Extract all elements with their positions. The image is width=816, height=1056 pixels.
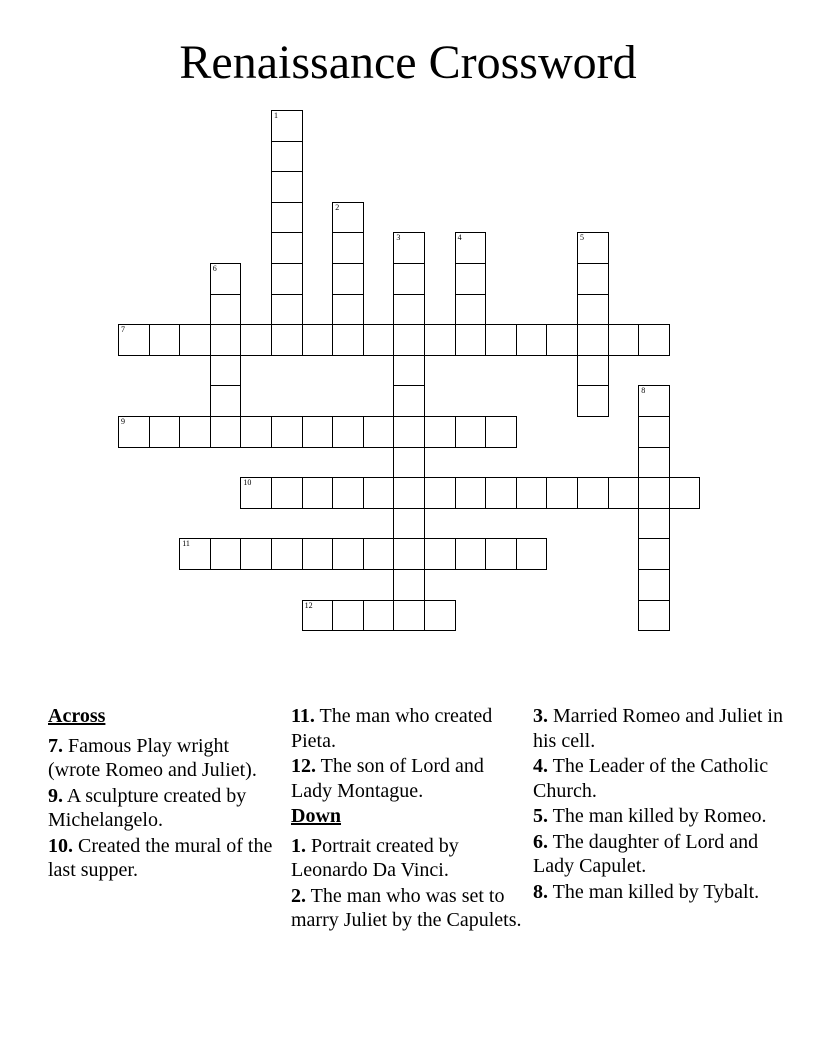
grid-cell[interactable] — [393, 385, 425, 417]
grid-cell[interactable] — [669, 477, 701, 509]
grid-cell[interactable] — [332, 477, 364, 509]
clue-across-9: 9. A sculpture created by Michelangelo. — [48, 784, 247, 831]
grid-cell[interactable] — [393, 416, 425, 448]
grid-cell[interactable] — [393, 324, 425, 356]
grid-cell[interactable] — [393, 447, 425, 479]
clue-down-3: 3. Married Romeo and Juliet in his cell. — [533, 705, 783, 752]
grid-cell[interactable] — [332, 232, 364, 264]
grid-cell[interactable] — [210, 263, 242, 295]
grid-cell[interactable] — [240, 538, 272, 570]
grid-cell[interactable] — [179, 416, 211, 448]
grid-number: 7 — [121, 325, 125, 335]
grid-cell[interactable] — [363, 538, 395, 570]
grid-cell[interactable] — [149, 324, 181, 356]
grid-cell[interactable] — [210, 416, 242, 448]
grid-cell[interactable] — [577, 385, 609, 417]
grid-cell[interactable] — [393, 232, 425, 264]
clue-across-12: 12. The son of Lord and Lady Montague. — [291, 755, 484, 802]
grid-cell[interactable] — [363, 416, 395, 448]
grid-cell[interactable] — [577, 232, 609, 264]
grid-cell[interactable] — [424, 416, 456, 448]
grid-number: 2 — [335, 202, 340, 212]
grid-cell[interactable] — [577, 355, 609, 387]
grid-cell[interactable] — [638, 477, 670, 509]
grid-cell[interactable] — [577, 477, 609, 509]
grid-cell[interactable] — [271, 416, 303, 448]
grid-number: 3 — [396, 233, 401, 243]
grid-cell[interactable] — [363, 477, 395, 509]
grid-cell[interactable] — [332, 294, 364, 326]
grid-cell[interactable] — [149, 416, 181, 448]
grid-cell[interactable] — [363, 324, 395, 356]
grid-cell[interactable] — [271, 141, 303, 173]
grid-number: 8 — [641, 386, 646, 396]
clue-down-4: 4. The Leader of the Catholic Church. — [533, 755, 769, 802]
grid-cell[interactable] — [393, 538, 425, 570]
grid-cell[interactable] — [424, 538, 456, 570]
grid-cell[interactable] — [393, 263, 425, 295]
clue-down-2: 2. The man who was set to marry Juliet by the Capulets. — [291, 884, 522, 931]
grid-cell[interactable] — [485, 416, 517, 448]
grid-number: 1 — [274, 111, 278, 120]
grid-cell[interactable] — [302, 416, 334, 448]
page-title: Renaissance Crossword — [179, 36, 637, 89]
grid-cell[interactable] — [455, 294, 487, 326]
grid-number: 12 — [304, 600, 313, 610]
grid-cell[interactable] — [455, 324, 487, 356]
grid-cell[interactable] — [455, 477, 487, 509]
grid-cell[interactable] — [271, 477, 303, 509]
grid-cell[interactable] — [485, 477, 517, 509]
grid-cell[interactable] — [393, 477, 425, 509]
grid-cell[interactable] — [240, 324, 272, 356]
grid-number: 9 — [121, 417, 125, 426]
grid-cell[interactable] — [363, 600, 395, 632]
grid-cell[interactable] — [210, 355, 242, 387]
grid-cell[interactable] — [516, 477, 548, 509]
grid-number: 6 — [212, 264, 217, 273]
grid-cell[interactable] — [393, 294, 425, 326]
grid-cell[interactable] — [210, 294, 242, 326]
grid-cell[interactable] — [240, 416, 272, 448]
across-heading: Across — [48, 705, 106, 727]
clue-across-11: 11. The man who created Pieta. — [291, 705, 493, 752]
grid-cell[interactable] — [485, 538, 517, 570]
grid-cell[interactable] — [577, 294, 609, 326]
grid-cell[interactable] — [332, 263, 364, 295]
grid-cell[interactable] — [210, 385, 242, 417]
grid-cell[interactable] — [118, 324, 150, 356]
clue-down-6: 6. The daughter of Lord and Lady Capulet. — [533, 830, 759, 877]
grid-cell[interactable] — [516, 538, 548, 570]
grid-cell[interactable] — [546, 477, 578, 509]
grid-cell[interactable] — [424, 600, 456, 632]
grid-cell[interactable] — [455, 538, 487, 570]
grid-cell[interactable] — [393, 355, 425, 387]
grid-cell[interactable] — [332, 202, 364, 234]
grid-cell[interactable] — [455, 263, 487, 295]
grid-cell[interactable] — [608, 324, 640, 356]
grid-cell[interactable] — [516, 324, 548, 356]
grid-cell[interactable] — [271, 171, 303, 203]
clue-column-2 — [291, 704, 527, 934]
grid-cell[interactable] — [302, 477, 334, 509]
clue-down-1: 1. Portrait created by Leonardo Da Vinci. — [291, 834, 459, 881]
grid-cell[interactable] — [577, 263, 609, 295]
grid-cell[interactable] — [638, 416, 670, 448]
grid-number: 5 — [580, 233, 584, 243]
grid-number: 11 — [182, 539, 190, 549]
grid-cell[interactable] — [638, 538, 670, 570]
grid-cell[interactable] — [332, 324, 364, 356]
grid-cell[interactable] — [638, 324, 670, 356]
grid-cell[interactable] — [608, 477, 640, 509]
grid-cell[interactable] — [638, 508, 670, 540]
grid-cell[interactable] — [638, 569, 670, 601]
grid-cell[interactable] — [210, 324, 242, 356]
grid-cell[interactable] — [393, 508, 425, 540]
grid-cell[interactable] — [332, 600, 364, 632]
grid-cell[interactable] — [393, 600, 425, 632]
grid-cell[interactable] — [271, 263, 303, 295]
grid-cell[interactable] — [271, 110, 303, 142]
down-heading: Down — [291, 805, 342, 827]
clue-down-8: 8. The man killed by Tybalt. — [533, 880, 760, 903]
clue-column-1 — [48, 704, 278, 884]
grid-cell[interactable] — [271, 324, 303, 356]
grid-cell[interactable] — [118, 416, 150, 448]
grid-cell[interactable] — [271, 202, 303, 234]
grid-cell[interactable] — [332, 538, 364, 570]
grid-cell[interactable] — [424, 324, 456, 356]
grid-cell[interactable] — [455, 416, 487, 448]
grid-cell[interactable] — [485, 324, 517, 356]
grid-cell[interactable] — [638, 447, 670, 479]
grid-cell[interactable] — [179, 324, 211, 356]
grid-cell[interactable] — [271, 538, 303, 570]
grid-number: 10 — [243, 478, 252, 488]
grid-cell[interactable] — [638, 600, 670, 632]
grid-number: 4 — [457, 233, 462, 243]
clue-across-10: 10. Created the mural of the last supper. — [48, 834, 273, 881]
grid-cell[interactable] — [271, 232, 303, 264]
grid-cell[interactable] — [393, 569, 425, 601]
grid-cell[interactable] — [546, 324, 578, 356]
grid-cell[interactable] — [210, 538, 242, 570]
grid-cell[interactable] — [302, 600, 334, 632]
grid-cell[interactable] — [240, 477, 272, 509]
grid-cell[interactable] — [179, 538, 211, 570]
grid-cell[interactable] — [455, 232, 487, 264]
grid-cell[interactable] — [638, 385, 670, 417]
clue-across-7: 7. Famous Play wright (wrote Romeo and Juliet). — [48, 734, 257, 781]
grid-cell[interactable] — [302, 324, 334, 356]
clue-down-5: 5. The man killed by Romeo. — [533, 805, 767, 827]
grid-cell[interactable] — [332, 416, 364, 448]
grid-cell[interactable] — [577, 324, 609, 356]
grid-cell[interactable] — [424, 477, 456, 509]
grid-cell[interactable] — [271, 294, 303, 326]
grid-cell[interactable] — [302, 538, 334, 570]
clue-column-3 — [533, 704, 783, 905]
